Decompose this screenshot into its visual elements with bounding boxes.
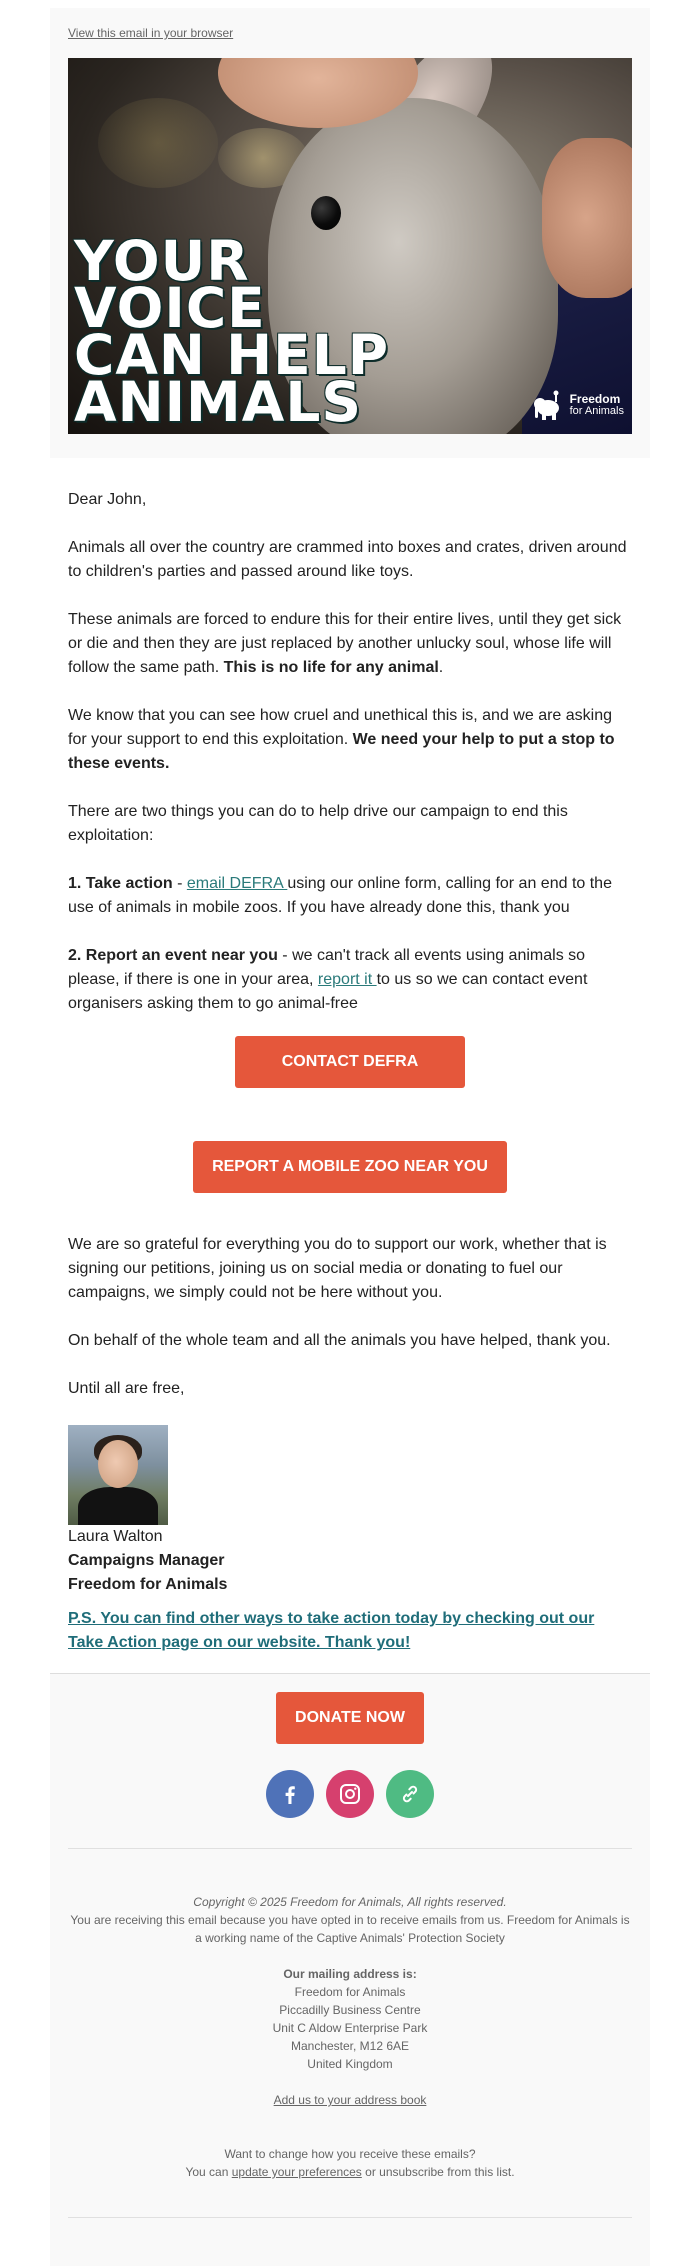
paragraph [68,704,632,776]
email-defra-link[interactable]: email DEFRA [186,875,288,892]
add-address-book-link[interactable]: Add us to your address book [273,2093,427,2107]
hero-headline-line: YOUR [74,229,250,293]
signature-title: Campaigns Manager [68,1552,225,1569]
hand [542,138,632,298]
preferences-text: You can [185,2165,232,2179]
view-in-browser-link[interactable]: View this email in your browser [68,26,234,40]
address-line: United Kingdom [307,2057,393,2071]
signature-org: Freedom for Animals [68,1576,228,1593]
address-line: Piccadilly Business Centre [279,2003,421,2017]
address-line: Manchester, M12 6AE [290,2039,410,2053]
paragraph-text: - [172,875,187,892]
paragraph-text: . [438,659,444,676]
greeting: Dear John, [68,491,147,508]
paragraph: We are so grateful for everything you do to support our work, whether that is signing our petitions, joining us on social media or donating to fuel our campaigns, we simply could not be here without you. [68,1236,607,1301]
mailing-address-title: Our mailing address is: [283,1967,417,1981]
paragraph-text: to us so we can contact event organisers asking them to go animal-free [68,971,588,1012]
photo-shirt [78,1487,158,1525]
footer-divider [68,2217,632,2218]
paragraph-text: These animals are forced to endure this for their entire lives, until they get sick or die and then they are just replaced by another unlucky soul, whose life will follow the same path. [68,611,622,676]
donate-now-button[interactable]: DONATE NOW [276,1692,424,1744]
report-it-link[interactable]: report it [317,971,377,988]
email-header [50,8,650,458]
brand-logo [532,388,624,422]
action-item-1 [68,872,632,920]
paragraph-emphasis: This is no life for any animal [223,659,439,676]
address-line: Freedom for Animals [294,1985,406,1999]
paragraph-text: - we can't track all events using animals so please, if there is one in your area, [68,947,586,988]
website-link-icon[interactable] [386,1770,434,1818]
report-mobile-zoo-button[interactable]: REPORT A MOBILE ZOO NEAR YOU [193,1141,507,1193]
instagram-icon[interactable] [326,1770,374,1818]
action-item-title: 1. Take action [68,875,173,892]
signature-photo [68,1425,168,1525]
paragraph-text: We know that you can see how cruel and unethical this is, and we are asking for your support to end this exploitation. [68,707,613,748]
brand-name: Freedom [569,392,621,406]
preferences-text: or unsubscribe from this list. [361,2165,515,2179]
email-body [50,488,650,1655]
address-book-row [68,2091,632,2109]
paragraph-emphasis: We need your help to put a stop to these events. [68,731,615,772]
hero-bokeh [98,98,218,188]
paragraph-text: using our online form, calling for an end to the use of animals in mobile zoos. If you have already done this, thank you [68,875,612,916]
photo-face [98,1440,138,1488]
footer-legal [68,1893,632,2181]
update-preferences-link[interactable]: update your preferences [231,2165,362,2179]
hero-headline-line: ANIMALS [74,370,363,434]
hero-headline [74,229,390,434]
address-line: Unit C Aldow Enterprise Park [272,2021,428,2035]
copyright-text: Copyright © 2025 Freedom for Animals, All rights reserved. [193,1895,507,1909]
donate-row [68,1692,632,1744]
hero-image [68,58,632,434]
footer-divider [68,1848,632,1849]
brand-text [570,393,624,417]
button-row [68,1141,632,1193]
preferences-row [68,2163,632,2181]
paragraph: There are two things you can do to help drive our campaign to end this exploitation: [68,803,568,844]
copyright [68,1893,632,1911]
hero-headline-line: CAN HELP [74,323,390,387]
facebook-icon[interactable] [266,1770,314,1818]
contact-defra-button[interactable]: CONTACT DEFRA TODAY [235,1036,465,1088]
optin-notice: You are receiving this email because you have opted in to receive emails from us. Freedom for Animals is a working name of the Captive Animals' Protection Society [70,1913,630,1945]
email-footer [50,1673,650,2266]
preferences-question: Want to change how you receive these emails? [224,2147,476,2161]
elephant-logo-icon [532,388,566,422]
signature-name: Laura Walton [68,1528,163,1545]
email-container [50,8,650,2266]
paragraph: On behalf of the whole team and all the animals you have helped, thank you. [68,1332,611,1349]
rabbit-eye [311,196,341,230]
sign-off: Until all are free, [68,1380,185,1397]
paragraph [68,608,632,680]
action-item-2 [68,944,632,1016]
brand-sub: for Animals [569,405,624,417]
ps-take-action-link[interactable]: P.S. You can find other ways to take action today by checking out our Take Action page on our website. Thank you! [68,1610,595,1651]
hero-headline-line: VOICE [74,276,266,340]
button-row [68,1036,632,1123]
social-links [68,1770,632,1820]
paragraph: Animals all over the country are crammed into boxes and crates, driven around to children's parties and passed around like toys. [68,539,627,580]
action-item-title: 2. Report an event near you [68,947,278,964]
